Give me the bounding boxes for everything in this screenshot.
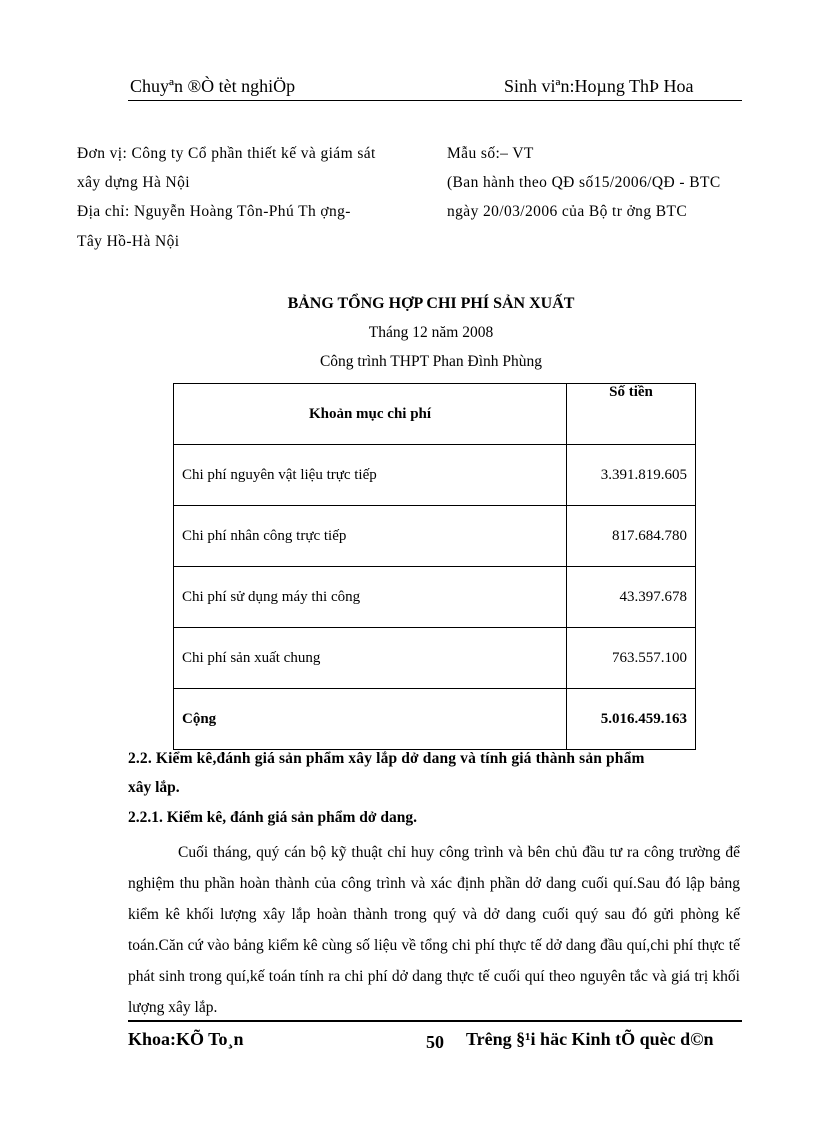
paragraph-text: Cuối tháng, quý cán bộ kỹ thuật chỉ huy công trình và bên chủ đầu tư ra công trường để nghiệm thu phần hoàn thành của công trình và xác định phần dở dang cuối quí.Sau đó lập bảng kiểm kê khối lượng xây lắp hoàn thành trong quý và dở dang cuối quý sau đó gửi phòng kế toán.Căn cứ vào bảng kiểm kê cùng số liệu về tổng chi phí thực tế dở dang đầu quí,chi phí thực tế phát sinh trong quí,kế toán tính ra chi phí dở dang thực tế cuối quí theo nguyên tắc và giá trị khối lượng xây lắp.: [128, 844, 740, 1016]
header-right: Sinh viªn:Hoµng ThÞ Hoa: [504, 76, 694, 96]
column-header-amount: Số tiền: [567, 384, 696, 445]
total-label: Cộng: [174, 689, 567, 750]
subsection-heading: 2.2.1. Kiểm kê, đánh giá sản phẩm dở dang.: [128, 809, 417, 826]
row-amount: 3.391.819.605: [567, 445, 696, 506]
page-number: 50: [426, 1032, 444, 1052]
unit-line-1: Đơn vị: Công ty Cổ phần thiết kế và giám sát: [77, 145, 376, 162]
body-paragraph: [128, 837, 740, 1023]
table-row: [174, 628, 696, 689]
row-item: Chi phí nguyên vật liệu trực tiếp: [174, 445, 567, 506]
section-heading-line-2: xây lắp.: [128, 779, 180, 796]
header-rule: [128, 100, 742, 101]
header-left: Chuyªn ®Ò tèt nghiÖp: [130, 76, 296, 96]
report-project: Công trình THPT Phan Đình Phùng: [319, 353, 543, 370]
table-header-row: [174, 384, 696, 445]
table-row: [174, 445, 696, 506]
address-line-2: Tây Hồ-Hà Nội: [77, 233, 180, 250]
footer-right: Trêng §¹i häc Kinh tÕ quèc d©n: [466, 1029, 714, 1049]
report-period: Tháng 12 năm 2008: [368, 324, 494, 341]
form-line-3: ngày 20/03/2006 của Bộ tr ởng BTC: [447, 203, 688, 220]
row-item: Chi phí sử dụng máy thi công: [174, 567, 567, 628]
form-line-2: (Ban hành theo QĐ số15/2006/QĐ - BTC: [447, 174, 721, 191]
row-amount: 43.397.678: [567, 567, 696, 628]
row-amount: 817.684.780: [567, 506, 696, 567]
column-header-item: Khoản mục chi phí: [174, 384, 567, 445]
report-title: BẢNG TỔNG HỢP CHI PHÍ SẢN XUẤT: [287, 295, 575, 312]
row-item: Chi phí sản xuất chung: [174, 628, 567, 689]
table-row: [174, 506, 696, 567]
footer-rule: [128, 1020, 742, 1022]
cost-summary-table: [173, 383, 696, 750]
row-amount: 763.557.100: [567, 628, 696, 689]
section-heading-line-1: 2.2. Kiểm kê,đánh giá sản phẩm xây lắp dở dang và tính giá thành sản phẩm: [128, 750, 645, 767]
footer-left: Khoa:KÕ To¸n: [128, 1029, 244, 1049]
total-row: [174, 689, 696, 750]
row-item: Chi phí nhân công trực tiếp: [174, 506, 567, 567]
unit-line-2: xây dựng Hà Nội: [77, 174, 190, 191]
table-row: [174, 567, 696, 628]
total-amount: 5.016.459.163: [567, 689, 696, 750]
form-line-1: Mẫu số:– VT: [447, 145, 534, 162]
address-line-1: Địa chỉ: Nguyễn Hoàng Tôn-Phú Th ợng-: [77, 203, 351, 220]
